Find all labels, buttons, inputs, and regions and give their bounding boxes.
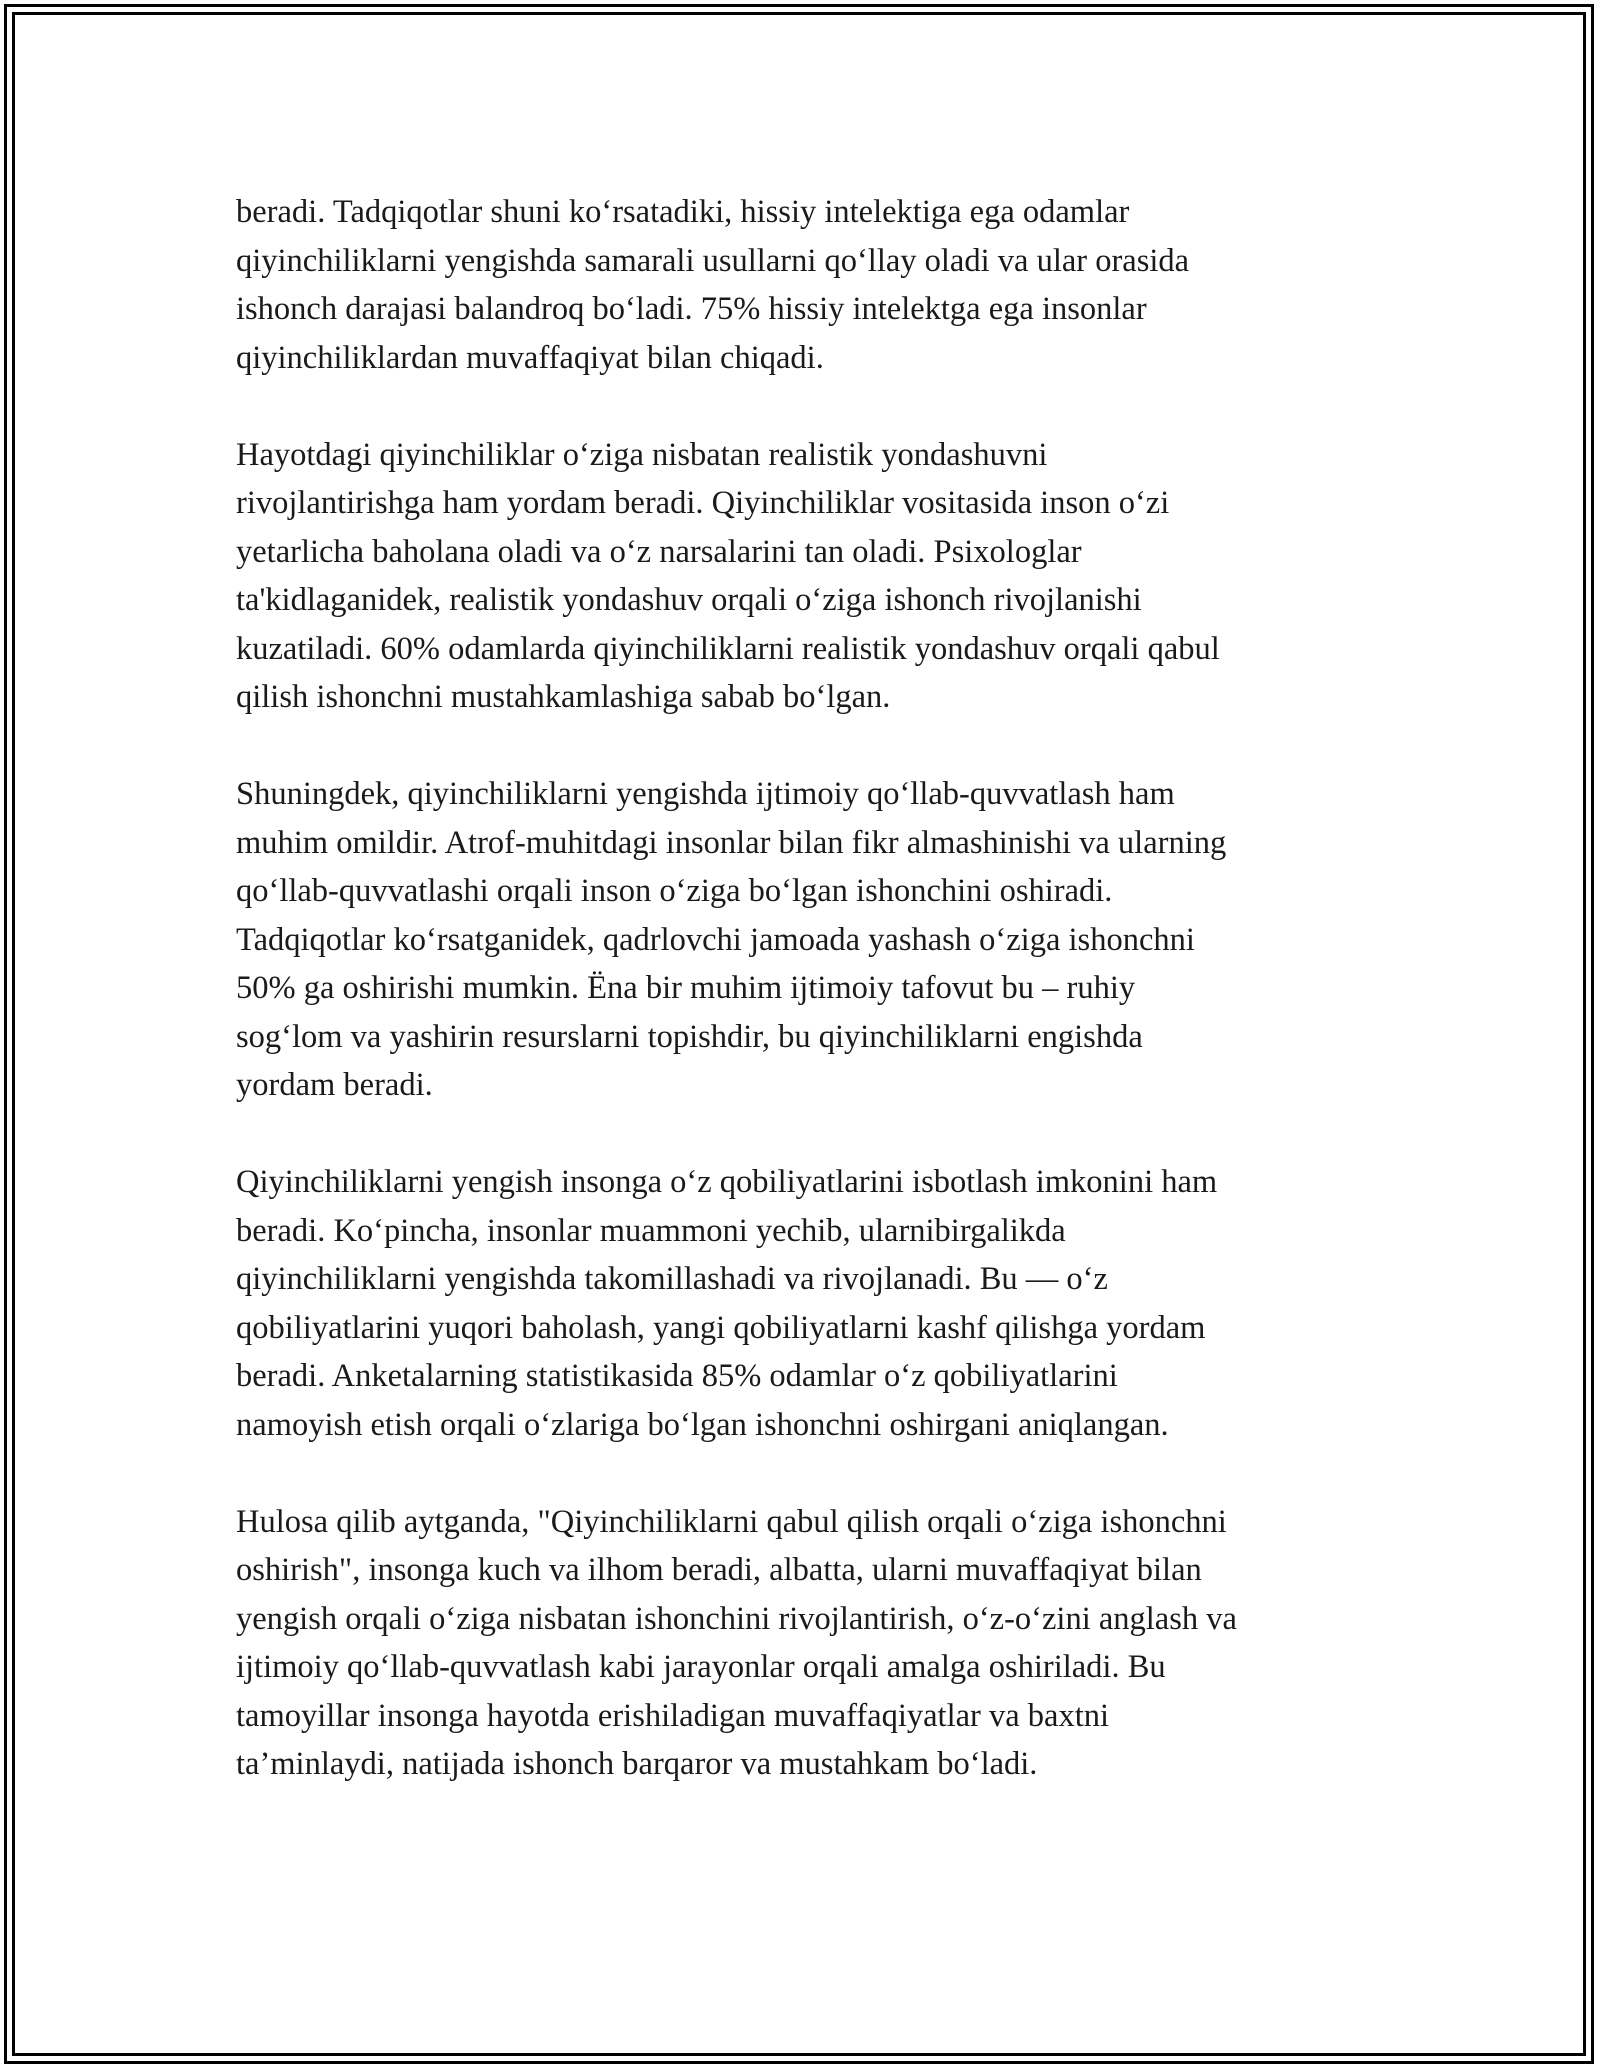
- paragraph-line: tamoyillar insonga hayotda erishiladigan muvaffaqiyatlar va baxtni: [236, 1697, 1110, 1734]
- paragraph-line: rivojlantirishga ham yordam beradi. Qiyinchiliklar vositasida inson oʻzi: [236, 485, 1170, 521]
- paragraph-line: qoʻllab-quvvatlashi orqali inson oʻziga boʻlgan ishonchini oshiradi.: [236, 873, 1113, 909]
- paragraph-line: beradi. Anketalarning statistikasida 85% odamlar oʻz qobiliyatlarini: [236, 1358, 1118, 1394]
- paragraph-line: beradi. Tadqiqotlar shuni koʻrsatadiki, hissiy intelektiga ega odamlar: [236, 194, 1130, 230]
- paragraph-1: [236, 188, 1376, 382]
- paragraph-line: muhim omildir. Atrof-muhitdagi insonlar bilan fikr almashinishi va ularning: [236, 824, 1227, 861]
- paragraph-line: Shuningdek, qiyinchiliklarni yengishda ijtimoiy qoʻllab-quvvatlash ham: [236, 776, 1175, 812]
- paragraph-5: [236, 1498, 1376, 1789]
- paragraph-line: Tadqiqotlar koʻrsatganidek, qadrlovchi jamoada yashash oʻziga ishonchni: [236, 921, 1195, 958]
- paragraph-line: beradi. Koʻpincha, insonlar muammoni yechib, ularnibirgalikda: [236, 1212, 1066, 1249]
- paragraph-line: qilish ishonchni mustahkamlashiga sabab boʻlgan.: [236, 679, 891, 715]
- paragraph-line: qiyinchiliklardan muvaffaqiyat bilan chiqadi.: [236, 339, 824, 376]
- paragraph-line: oshirish", insonga kuch va ilhom beradi, albatta, ularni muvaffaqiyat bilan: [236, 1552, 1202, 1588]
- paragraph-line: yordam beradi.: [236, 1067, 433, 1103]
- paragraph-line: namoyish etish orqali oʻzlariga boʻlgan ishonchni oshirgani aniqlangan.: [236, 1406, 1169, 1443]
- paragraph-2: [236, 431, 1376, 722]
- paragraph-line: qiyinchiliklarni yengishda samarali usullarni qoʻllay oladi va ular orasida: [236, 242, 1190, 279]
- paragraph-line: ta'kidlaganidek, realistik yondashuv orqali oʻziga ishonch rivojlanishi: [236, 582, 1142, 618]
- paragraph-line: ijtimoiy qoʻllab-quvvatlash kabi jarayonlar orqali amalga oshiriladi. Bu: [236, 1649, 1166, 1685]
- paragraph-3: [236, 770, 1376, 1110]
- paragraph-line: 50% ga oshirishi mumkin. Ëna bir muhim ijtimoiy tafovut bu – ruhiy: [236, 970, 1136, 1006]
- paragraph-line: Qiyinchiliklarni yengish insonga oʻz qobiliyatlarini isbotlash imkonini ham: [236, 1164, 1218, 1200]
- paragraph-line: yetarlicha baholana oladi va oʻz narsalarini tan oladi. Psixologlar: [236, 533, 1082, 570]
- paragraph-line: ishonch darajasi balandroq boʻladi. 75% hissiy intelektga ega insonlar: [236, 291, 1147, 327]
- document-body: [236, 188, 1376, 1789]
- paragraph-line: ta’minlaydi, natijada ishonch barqaror va mustahkam boʻladi.: [236, 1746, 1038, 1782]
- paragraph-line: Hayotdagi qiyinchiliklar oʻziga nisbatan realistik yondashuvni: [236, 436, 1048, 473]
- paragraph-line: sogʻlom va yashirin resurslarni topishdir, bu qiyinchiliklarni engishda: [236, 1018, 1143, 1055]
- paragraph-line: qiyinchiliklarni yengishda takomillashadi va rivojlanadi. Bu — oʻz: [236, 1261, 1108, 1297]
- paragraph-line: kuzatiladi. 60% odamlarda qiyinchiliklarni realistik yondashuv orqali qabul: [236, 630, 1220, 667]
- paragraph-4: [236, 1158, 1376, 1449]
- paragraph-line: qobiliyatlarini yuqori baholash, yangi qobiliyatlarni kashf qilishga yordam: [236, 1309, 1206, 1346]
- paragraph-line: Hulosa qilib aytganda, "Qiyinchiliklarni qabul qilish orqali oʻziga ishonchni: [236, 1503, 1227, 1540]
- paragraph-line: yengish orqali oʻziga nisbatan ishonchini rivojlantirish, oʻz-oʻzini anglash va: [236, 1600, 1237, 1637]
